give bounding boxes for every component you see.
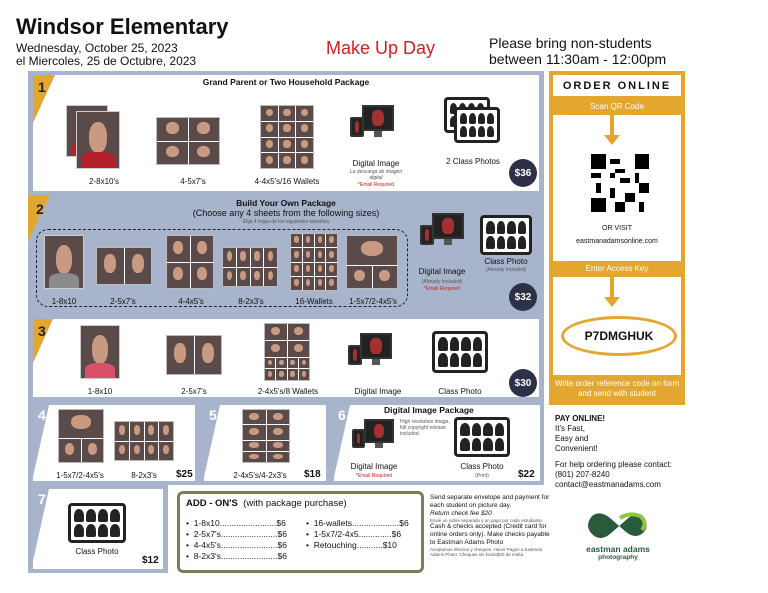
- digital-image-spanish: La descarga de imagen digital: [349, 169, 403, 181]
- digital-image-label: Digital Image: [352, 159, 400, 168]
- price-text: $22: [518, 469, 535, 480]
- class-photo-label: Class Photo: [460, 462, 504, 471]
- class-photo-icon: [68, 503, 126, 543]
- add-on-item: • 8-2x3's........................$6: [186, 551, 287, 561]
- add-on-item: • Retouching...........$10: [306, 540, 397, 550]
- payment-methods-spanish: Aceptamos efectivo y cheques. Hacer Pagos a Eastman Adams Photo. Cheques sin fondo$20 de multa: [430, 547, 543, 557]
- pay-line: Convenient!: [555, 444, 598, 453]
- or-visit: OR VISIT: [602, 225, 632, 232]
- package-2: [28, 195, 544, 315]
- class-photo-icon: [454, 107, 500, 143]
- item-label: 4-4x5's: [178, 297, 204, 306]
- photo-5x7-sheet: [96, 247, 152, 285]
- arrow-down-icon: [604, 135, 620, 145]
- photo-combo-sheet: [346, 235, 398, 289]
- arrow-down-icon: [604, 297, 620, 307]
- price-text: $12: [142, 555, 159, 566]
- package-number: 4: [38, 407, 46, 423]
- class-photo-icon: [454, 417, 510, 457]
- enter-key-label: Enter Access Key: [553, 261, 681, 277]
- photo-4x5-sheet: [166, 235, 214, 289]
- item-label: 2-5x7's: [181, 387, 207, 396]
- package-1: [28, 71, 544, 195]
- digital-included-note: (Already Included): [421, 279, 463, 285]
- package-4: [28, 401, 200, 485]
- class-photo-label: Class Photo: [438, 387, 482, 396]
- digital-image-label: Digital Image: [354, 387, 402, 396]
- logo-mark-icon: [580, 510, 656, 540]
- help-text: For help ordering please contact:: [555, 460, 672, 469]
- photo-wallet-sheet: [260, 105, 314, 169]
- item-label: 4-5x7's: [180, 177, 206, 186]
- pay-online-info: [555, 414, 715, 490]
- add-on-item: • 16-wallets....................$6: [306, 518, 409, 528]
- item-label: 2-4x5's/8 Wallets: [257, 387, 319, 396]
- photo-wallet-sheet: [264, 323, 310, 381]
- item-label: 2-5x7's: [110, 297, 136, 306]
- package-number: 5: [209, 407, 217, 423]
- class-photo-label: Class Photo: [75, 547, 119, 556]
- add-ons-left-list: [186, 518, 294, 562]
- price-badge: $30: [509, 369, 537, 397]
- class-photo-label: 2 Class Photos: [446, 157, 500, 166]
- price-text: $18: [304, 469, 321, 480]
- date-english: Wednesday, October 25, 2023: [16, 41, 178, 55]
- add-ons-title: ADD - ON'S: [186, 498, 238, 509]
- pay-line: Easy and: [555, 434, 589, 443]
- add-ons-header: [186, 498, 347, 509]
- photo-8x10: [44, 235, 84, 289]
- payment-instructions: [430, 494, 550, 557]
- item-label: 16-Wallets: [295, 297, 333, 306]
- class-photo-icon: [480, 215, 532, 255]
- logo-name: eastman adams: [586, 544, 650, 554]
- package-3: [28, 315, 544, 401]
- item-label: 8-2x3's: [238, 297, 264, 306]
- payment-methods: Cash & checks accepted (Credit card for online orders only). Make checks payable to Eastman Adams Photo: [430, 523, 550, 546]
- school-name: Windsor Elementary: [16, 14, 229, 39]
- qr-code[interactable]: [591, 154, 649, 212]
- photo-2x3-sheet: [222, 247, 278, 287]
- add-ons-box: [177, 491, 424, 573]
- bring-line-1: Please bring non-students: [489, 35, 652, 51]
- package-5: [200, 401, 330, 485]
- help-phone[interactable]: (801) 207-8240: [555, 470, 610, 479]
- item-label: 1-5x7/2-4x5's: [56, 471, 104, 480]
- price-badge: $32: [509, 283, 537, 311]
- photo-combo-sheet: [58, 409, 104, 463]
- package-title: Grand Parent or Two Household Package: [202, 77, 370, 87]
- price-badge: $36: [509, 159, 537, 187]
- package-title: Build Your Own Package: [236, 198, 336, 208]
- package-title: Digital Image Package: [384, 405, 474, 415]
- package-subtitle: (Choose any 4 sheets from the following sizes): [192, 208, 380, 218]
- arrow-down-icon: [610, 115, 614, 137]
- bring-note: [489, 35, 699, 67]
- photo-5x7-sheet: [166, 335, 222, 375]
- class-photo-label: Class Photo: [484, 257, 528, 266]
- package-subtitle-spanish: Elija 4 hojas de los siguientes tamaños: [242, 219, 330, 225]
- add-on-item: • 4-4x5's........................$6: [186, 540, 287, 550]
- photo-2x3-sheet: [114, 421, 174, 461]
- digital-image-label: Digital Image: [418, 267, 466, 276]
- add-on-item: • 2-5x7's........................$6: [186, 529, 287, 539]
- pay-line: It's Fast,: [555, 424, 585, 433]
- digital-package-note: High resolution image, full copyright release included.: [400, 419, 450, 437]
- add-on-item: • 1-5x7/2-4x5..............$6: [306, 529, 402, 539]
- email-required: *Email Required: [355, 473, 393, 479]
- order-website-link[interactable]: eastmanadamsonline.com: [576, 238, 658, 245]
- email-required: *Email Required: [423, 286, 461, 292]
- order-online-title: ORDER ONLINE: [553, 75, 681, 99]
- scan-qr-label: Scan QR Code: [553, 99, 681, 115]
- class-print-note: (Print): [475, 473, 489, 479]
- class-included-note: (Already Included): [485, 267, 527, 273]
- help-email[interactable]: contact@eastmanadams.com: [555, 480, 661, 489]
- arrow-down-icon: [610, 277, 614, 299]
- item-label: 2-8x10's: [89, 177, 119, 186]
- photo-8x10: [76, 111, 120, 169]
- package-number: 3: [38, 323, 46, 339]
- photo-combo-sheet: [242, 409, 290, 463]
- item-label: 2-4x5's/4-2x3's: [233, 471, 287, 480]
- class-photo-icon: [432, 331, 488, 373]
- package-6: [330, 401, 544, 485]
- item-label: 8-2x3's: [131, 471, 157, 480]
- return-fee: Return check fee $20: [430, 510, 492, 517]
- email-required: *Email Required: [357, 182, 395, 188]
- logo-subtitle: photography: [598, 554, 638, 561]
- order-online-panel: [549, 71, 685, 405]
- package-number: 1: [38, 79, 46, 95]
- add-on-item: • 1-8x10........................$6: [186, 518, 286, 528]
- photo-wallet-sheet: [290, 233, 338, 291]
- package-number: 7: [38, 491, 46, 507]
- photo-5x7-sheet: [156, 117, 220, 165]
- bring-line-2: between 11:30am - 12:00pm: [489, 51, 667, 67]
- package-number: 6: [338, 407, 346, 423]
- send-line-spanish: Envie un sobre separado y un pago por cada estudiante.: [430, 518, 544, 523]
- digital-image-label: Digital Image: [350, 462, 398, 471]
- item-label: 4-4x5's/16 Wallets: [254, 177, 320, 186]
- item-label: 1-8x10: [51, 297, 77, 306]
- package-number: 2: [36, 201, 44, 217]
- send-line: Send separate envelope and payment for each student on picture day.: [430, 494, 550, 509]
- event-title: Make Up Day: [326, 38, 436, 58]
- add-ons-right-list: [306, 518, 420, 551]
- photo-8x10: [80, 325, 120, 379]
- add-ons-subtitle: (with package purchase): [243, 498, 347, 509]
- access-key: P7DMGHUK: [561, 316, 677, 356]
- package-7: [28, 485, 168, 573]
- date-spanish: el Miercoles, 25 de Octubre, 2023: [16, 54, 197, 68]
- eastman-adams-logo: [580, 510, 656, 561]
- item-label: 1-8x10: [87, 387, 113, 396]
- item-label: 1-5x7/2-4x5's: [349, 297, 397, 306]
- price-text: $25: [176, 469, 193, 480]
- pay-online-title: PAY ONLINE!: [555, 414, 606, 423]
- order-reference-note: Write order reference code on form and send with student: [553, 375, 681, 405]
